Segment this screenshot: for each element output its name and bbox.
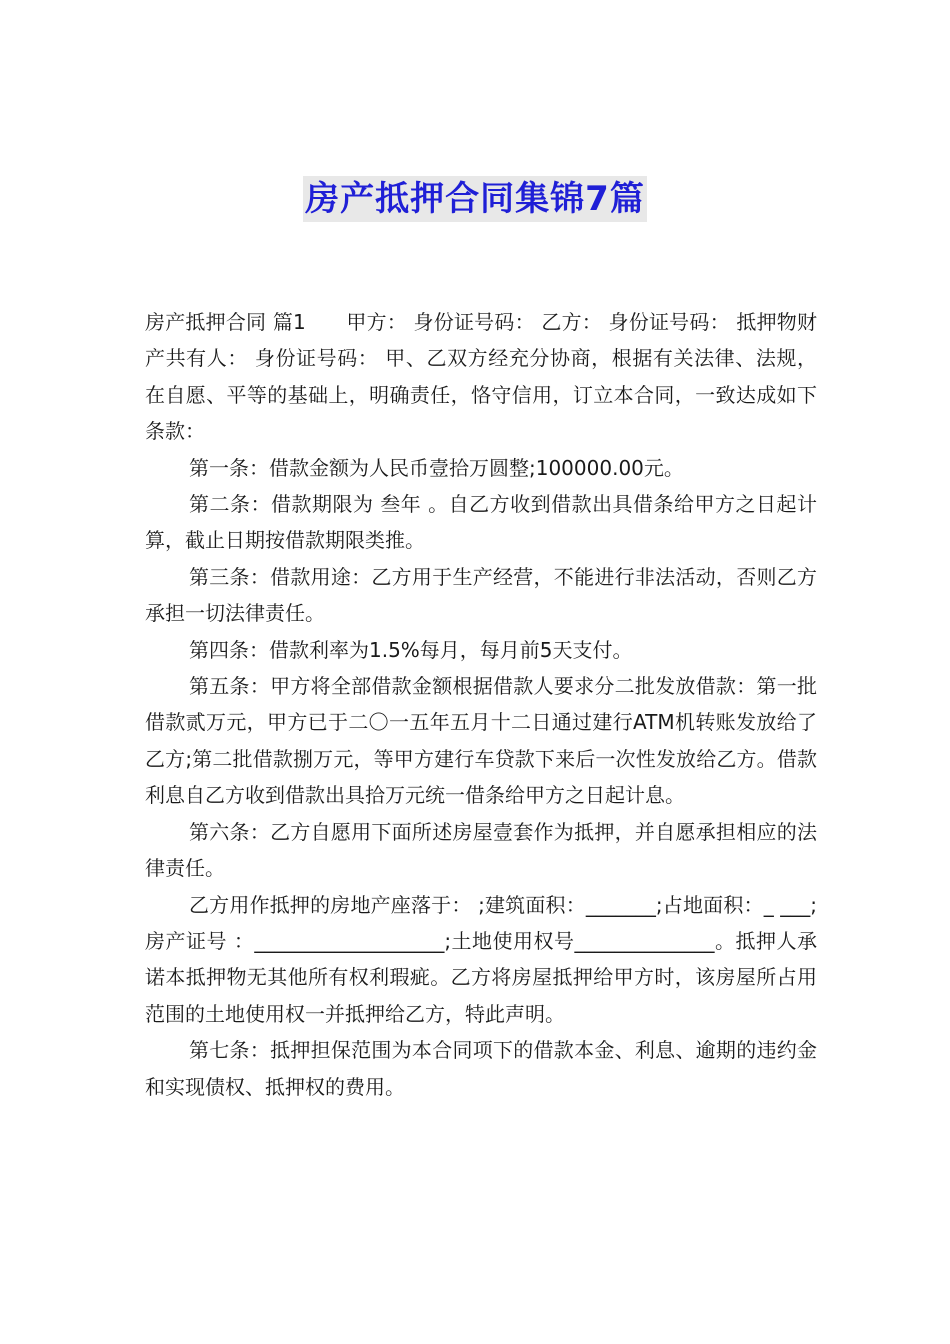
paragraph-article-4: 第四条：借款利率为1.5%每月，每月前5天支付。 [189,637,633,662]
paragraph-intro: 房产抵押合同 篇1 甲方： 身份证号码： 乙方： 身份证号码： 抵押物财产共有人： 身份证号码： 甲、乙双方经充分协商，根据有关法律、法规，在自愿、平等的基础上，明确责任，恪守信用，订立本合同，一致达成如下条款： [145,310,817,444]
paragraph-article-7: 第七条：抵押担保范围为本合同项下的借款本金、利息、逾期的违约金和实现债权、抵押权的费用。 [145,1038,817,1099]
paragraph-article-1: 第一条：借款金额为人民币壹拾万圆整;100000.00元。 [189,455,684,480]
paragraph-article-6: 第六条：乙方自愿用下面所述房屋壹套作为抵押，并自愿承担相应的法律责任。 [145,819,817,881]
paragraph-article-2: 第二条：借款期限为 叁年 。自乙方收到借款出具借条给甲方之日起计算，截止日期按借款期限类推。 [145,492,817,553]
title-container [0,176,950,222]
document-body [145,304,817,1105]
paragraph-article-3: 第三条：借款用途：乙方用于生产经营，不能进行非法活动，否则乙方承担一切法律责任。 [145,564,817,626]
document-title: 房产抵押合同集锦7篇 [303,176,647,222]
paragraph-article-5: 第五条：甲方将全部借款金额根据借款人要求分二批发放借款：第一批借款贰万元，甲方已于二〇一五年五月十二日通过建行ATM机转账发放给了乙方;第二批借款捌万元，等甲方建行车贷款下来后一次性发放给乙方。借款利息自乙方收到借款出具拾万元统一借条给甲方之日起计息。 [145,674,817,808]
paragraph-property-details: 乙方用作抵押的房地产座落于： ;建筑面积：_______;占地面积：_ ___;房产证号 ：___________________;土地使用权号______________。抵押人承诺本抵押物无其他所有权利瑕疵。乙方将房屋抵押给甲方时，该房屋所占用范围的土地使用权一并抵押给乙方，特此声明。 [145,892,817,1026]
